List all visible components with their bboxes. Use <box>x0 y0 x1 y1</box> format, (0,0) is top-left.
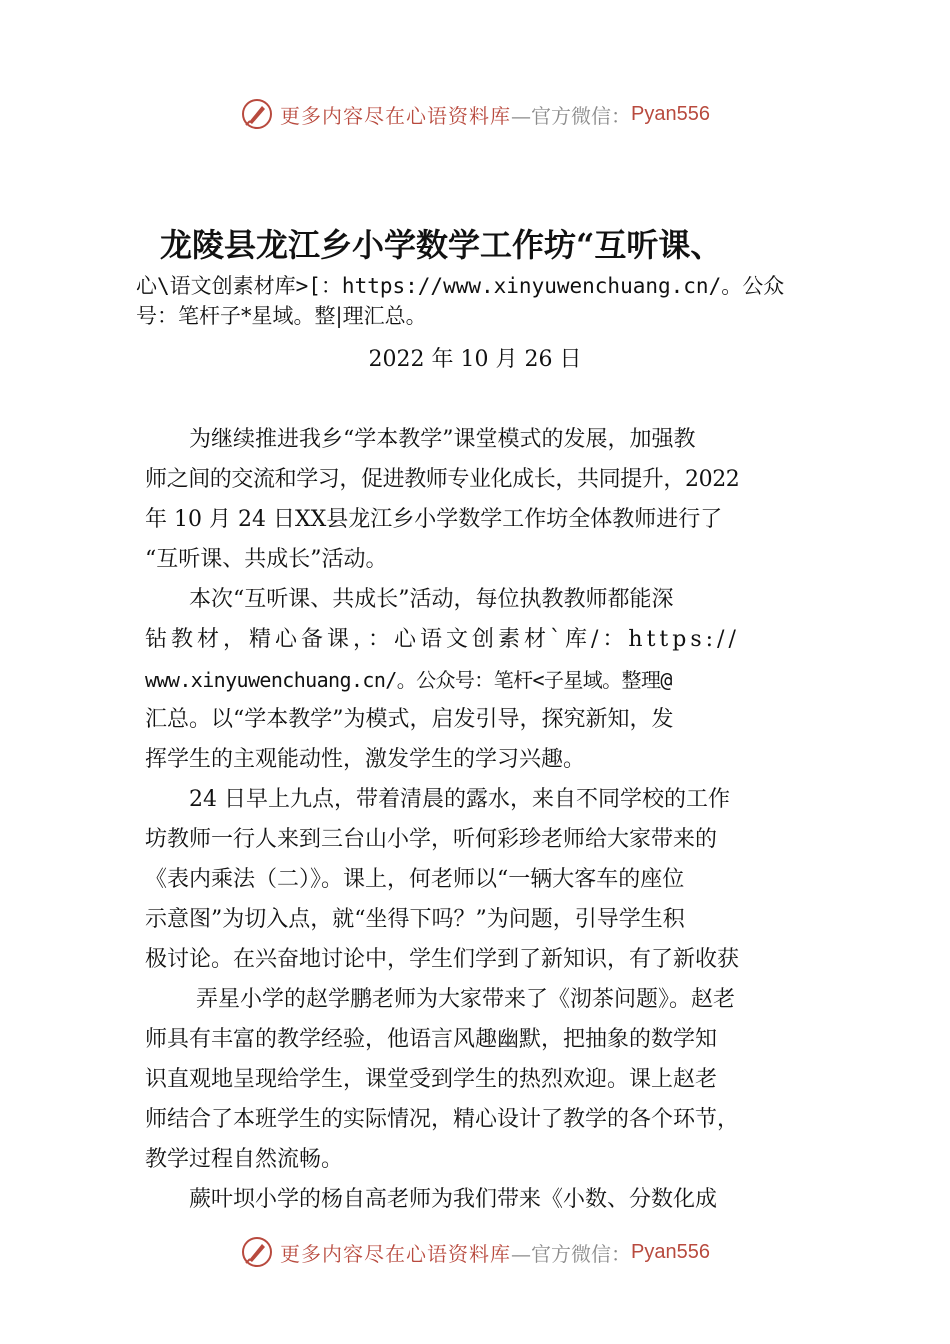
document-date: 2022 年 10 月 26 日 <box>368 347 582 372</box>
body-line: 识直观地呈现给学生，课堂受到学生的热烈欢迎。课上赵老 <box>145 1067 718 1092</box>
body-line: 年 10 月 24 日XX县龙江乡小学数学工作坊全体教师进行了 <box>145 507 723 532</box>
body-line: 极讨论。在兴奋地讨论中，学生们学到了新知识，有了新收获 <box>145 947 740 972</box>
body-line: “互听课、共成长”活动。 <box>145 547 388 572</box>
body-line: 本次“互听课、共成长”活动，每位执教教师都能深 <box>145 587 674 612</box>
body-line: 蕨叶坝小学的杨自高老师为我们带来《小数、分数化成 <box>145 1187 718 1212</box>
banner-wechat-id: Pyan556 <box>631 102 710 125</box>
pen-logo-icon <box>240 1235 274 1269</box>
body-line: 教学过程自然流畅。 <box>145 1147 344 1172</box>
body-line: 挥学生的主观能动性，激发学生的学习兴趣。 <box>145 747 586 772</box>
banner-wechat-label: —官方微信： <box>511 1241 632 1266</box>
body-line: 示意图”为切入点，就“坐得下吗？”为问题，引导学生积 <box>145 907 685 932</box>
body-line: www.xinyuwenchuang.cn/。公众号：笔杆<子星域。整理@ <box>145 668 672 692</box>
body-line: 《表内乘法（二）》。课上，何老师以“一辆大客车的座位 <box>145 867 685 892</box>
watermark-line-2: 号：笔杆子*星域。整|理汇总。 <box>136 304 427 328</box>
body-line: 24 日早上九点，带着清晨的露水，来自不同学校的工作 <box>145 787 730 812</box>
banner-wechat-id: Pyan556 <box>631 1240 710 1263</box>
body-line: 汇总。以“学本教学”为模式，启发引导，探究新知，发 <box>145 707 674 732</box>
header-banner <box>0 92 950 136</box>
banner-wechat-label: —官方微信： <box>511 103 632 128</box>
body-line: 钻教材，精心备课，：心语文创素材`库/：https:// <box>145 627 740 652</box>
banner-title: 更多内容尽在心语资料库 <box>280 1241 512 1266</box>
body-line: 弄星小学的赵学鹏老师为大家带来了《沏茶问题》。赵老 <box>145 987 735 1012</box>
footer-banner <box>0 1230 950 1274</box>
document-title: 龙陵县龙江乡小学数学工作坊“互听课、 <box>160 226 723 264</box>
body-line: 坊教师一行人来到三台山小学，听何彩珍老师给大家带来的 <box>145 827 718 852</box>
banner-title: 更多内容尽在心语资料库 <box>280 103 512 128</box>
body-line: 师结合了本班学生的实际情况，精心设计了教学的各个环节， <box>145 1107 740 1132</box>
body-line: 师具有丰富的教学经验，他语言风趣幽默，把抽象的数学知 <box>145 1027 718 1052</box>
pen-logo-icon <box>240 97 274 131</box>
watermark-line-1: 心\语文创素材库>[：https://www.xinyuwenchuang.cn/。公众 <box>136 274 785 298</box>
body-line: 师之间的交流和学习，促进教师专业化成长，共同提升，2022 <box>145 467 740 492</box>
body-line: 为继续推进我乡“学本教学”课堂模式的发展，加强教 <box>145 427 696 452</box>
